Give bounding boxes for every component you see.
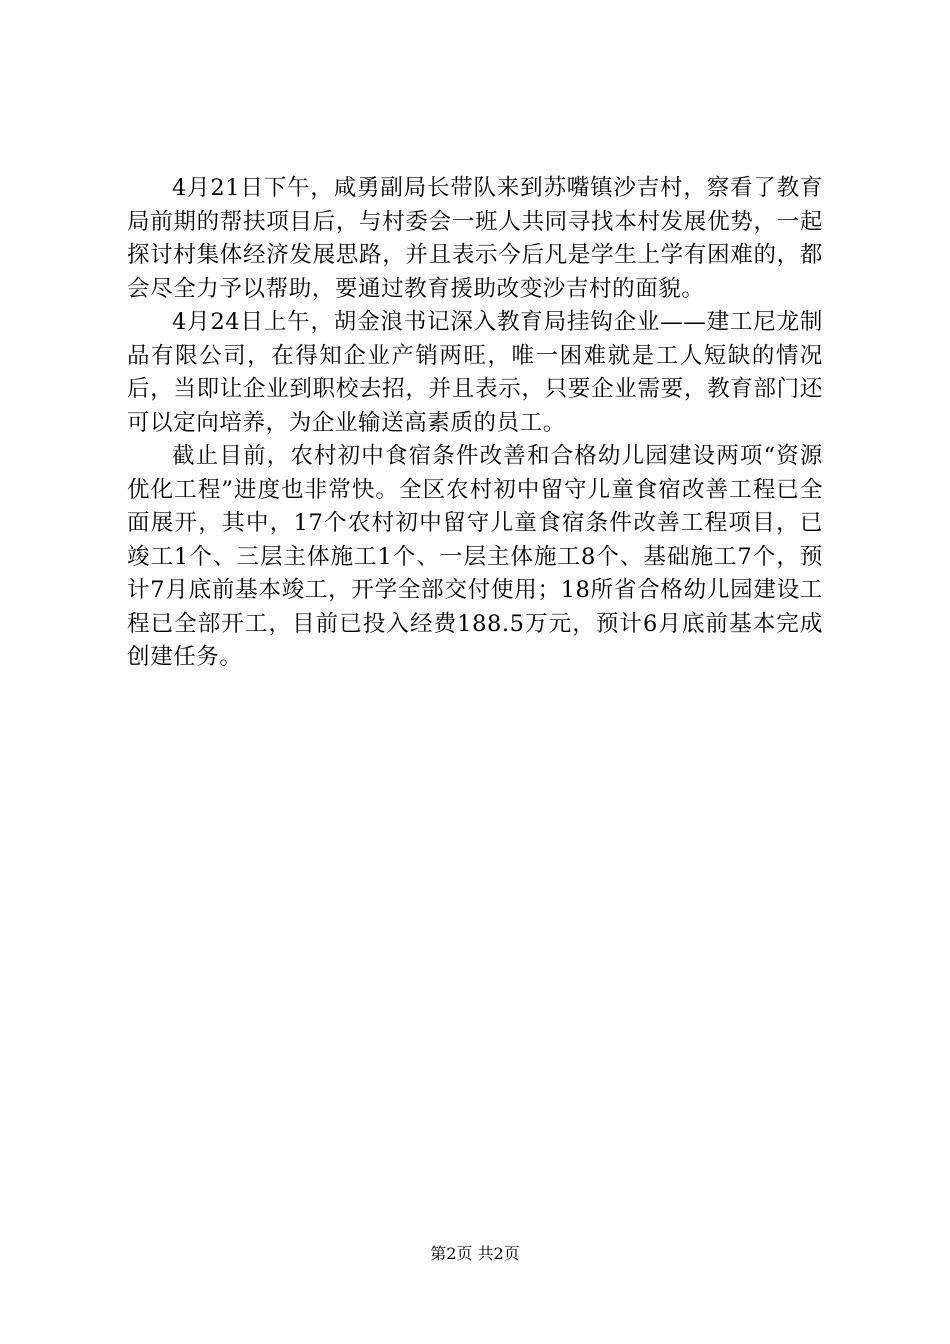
paragraph: 4月24日上午，胡金浪书记深入教育局挂钩企业——建工尼龙制品有限公司，在得知企业产销两旺，唯一困难就是工人短缺的情况后，当即让企业到职校去招，并且表示，只要企业需要，教育部门还可以定向培养，为企业输送高素质的员工。: [127, 309, 823, 436]
paragraph: 4月21日下午，咸勇副局长带队来到苏嘴镇沙吉村，察看了教育局前期的帮扶项目后，与村委会一班人共同寻找本村发展优势，一起探讨村集体经济发展思路，并且表示今后凡是学生上学有困难的，都会尽全力予以帮助，要通过教育援助改变沙吉村的面貌。: [127, 175, 823, 302]
paragraph: 截止目前，农村初中食宿条件改善和合格幼儿园建设两项“资源优化工程”进度也非常快。全区农村初中留守儿童食宿改善工程已全面展开，其中，17个农村初中留守儿童食宿条件改善工程项目，已竣工1个、三层主体施工1个、一层主体施工8个、基础施工7个，预计7月底前基本竣工，开学全部交付使用；18所省合格幼儿园建设工程已全部开工，目前已投入经费188.5万元，预计6月底前基本完成创建任务。: [127, 443, 823, 670]
page-number-footer: 第2页 共2页: [430, 1244, 520, 1263]
document-body: [127, 172, 823, 675]
